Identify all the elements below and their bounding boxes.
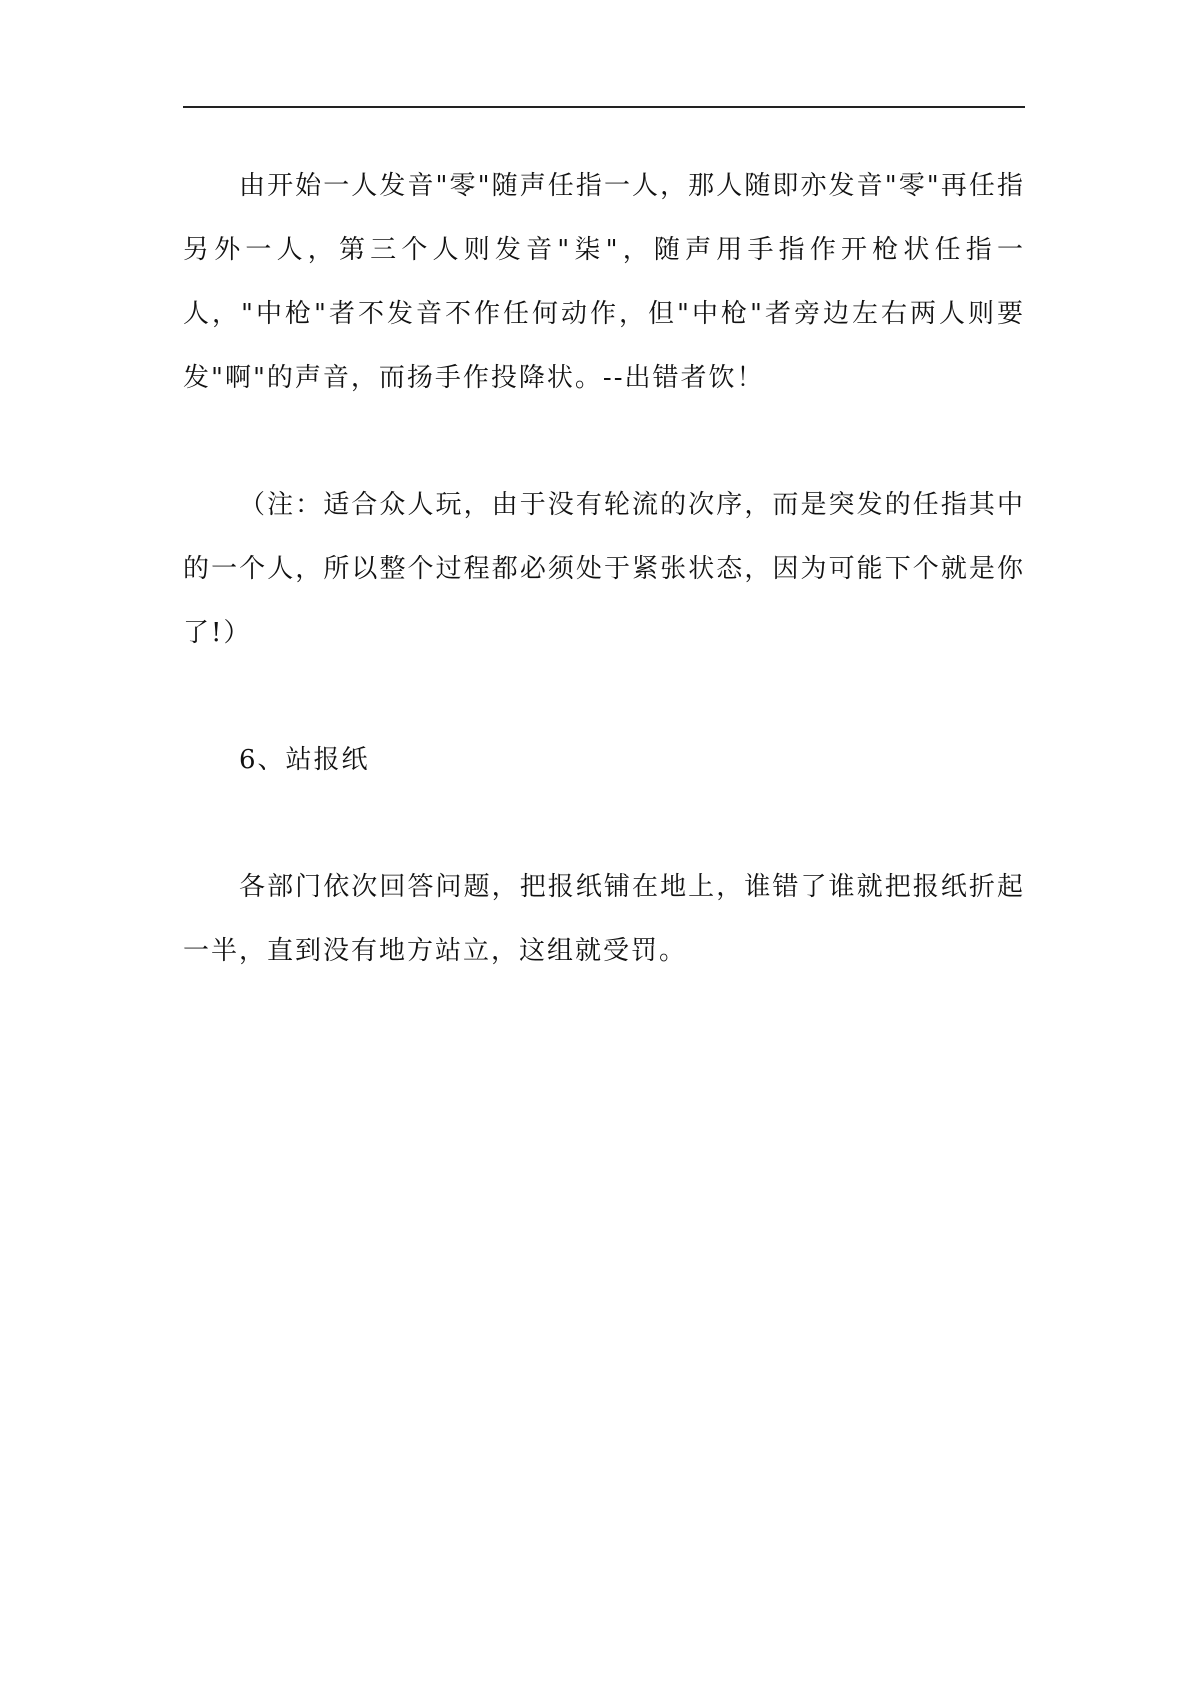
document-body — [183, 154, 1025, 983]
header-rule — [183, 106, 1025, 108]
paragraph-note: （注：适合众人玩，由于没有轮流的次序，而是突发的任指其中的一个人，所以整个过程都必须处于紧张状态，因为可能下个就是你了!） — [183, 490, 1025, 648]
paragraph-newspaper-game: 各部门依次回答问题，把报纸铺在地上，谁错了谁就把报纸折起一半，直到没有地方站立，这组就受罚。 — [183, 872, 1025, 966]
section-heading: 6、站报纸 — [239, 745, 370, 775]
paragraph-game-rules: 由开始一人发音"零"随声任指一人，那人随即亦发音"零"再任指另外一人，第三个人则发音"柒"，随声用手指作开枪状任指一人，"中枪"者不发音不作任何动作，但"中枪"者旁边左右两人则要发"啊"的声音，而扬手作投降状。--出错者饮！ — [183, 171, 1025, 393]
